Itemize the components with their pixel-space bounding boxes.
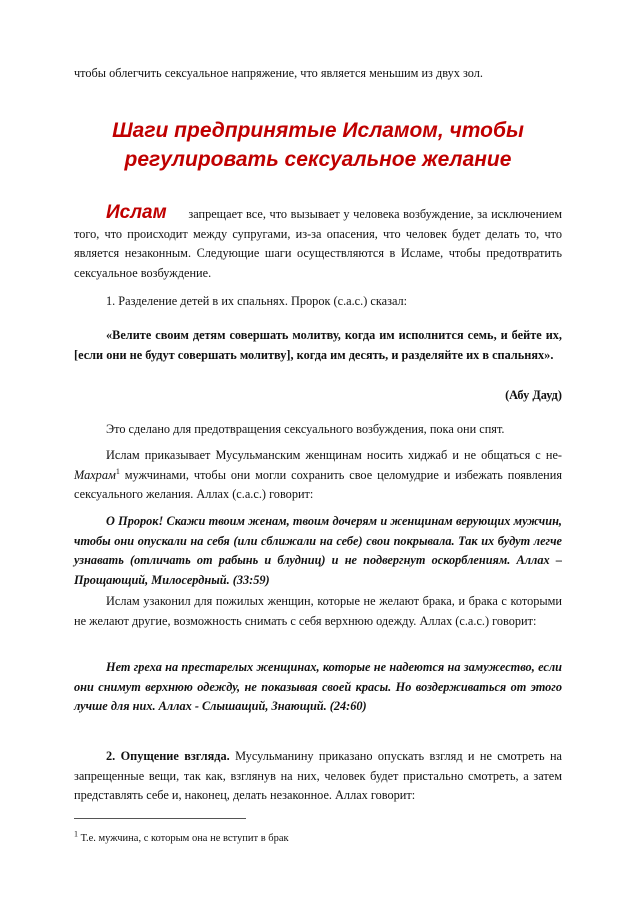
footnote bbox=[74, 829, 289, 846]
heading-line-2: регулировать сексуальное желание bbox=[124, 148, 512, 171]
step-2-paragraph: 2. Опущение взгляда. Мусульманину приказано опускать взгляд и не смотреть на запрещенные вещи, так как, взглянув на них, человек будет пристально смотреть, а затем представлять себе и, наконец, делать незаконное. Аллах говорит: bbox=[74, 749, 562, 803]
section-heading bbox=[74, 116, 562, 174]
paragraph-hijab: Ислам приказывает Мусульманским женщинам носить хиджаб и не общаться с не-Махрам$^1$ мужчинами, чтобы они могли сохранить свое целомудрие и избежать появления сексуального желания. Аллах (с.а.с.) говорит: bbox=[74, 448, 562, 502]
footnote-ref: 1 bbox=[115, 466, 120, 476]
intro-line: чтобы облегчить сексуальное напряжение, что является меньшим из двух зол. bbox=[74, 66, 483, 80]
islam-lead-word: Ислам bbox=[106, 202, 167, 223]
step-2-title: 2. Опущение взгляда. bbox=[106, 749, 230, 763]
quran-quote-33-59: О Пророк! Скажи твоим женам, твоим дочерям и женщинам верующих мужчин, чтобы они опускали на себя (или сближали на себе) свои покрывала. Так их будут легче узнавать (отличать от рабынь и блудниц) и не подвергнут оскорблениям. Аллах – Прощающий, Милосердный. (33:59) bbox=[74, 514, 562, 588]
footnote-number: 1 bbox=[74, 829, 78, 839]
heading-line-1: Шаги предпринятые Исламом, чтобы bbox=[112, 119, 524, 142]
hadith-quote: «Велите своим детям совершать молитву, когда им исполнится семь, и бейте их, [если они не будут совершать молитву], когда им десять, и разделяйте их в спальнях». bbox=[74, 328, 562, 362]
footnote-divider bbox=[74, 818, 246, 819]
paragraph-elderly-women: Ислам узаконил для пожилых женщин, которые не желают брака, и брака с которыми не желают другие, возможность снимать с себя верхнюю одежду. Аллах (с.а.с.) говорит: bbox=[74, 594, 562, 628]
quran-quote-24-60: Нет греха на престарелых женщинах, которые не надеются на замужество, если они снимут верхнюю одежду, не показывая своей красы. Но воздерживаться от этого лучше для них. Аллах - Слышащий, Знающий. (24:60) bbox=[74, 660, 562, 714]
footnote-text: Т.е. мужчина, с которым она не вступит в брак bbox=[78, 833, 289, 844]
paragraph-text: запрещает все, что вызывает у человека возбуждение, за исключением того, что происходит между супругами, из-за опасения, что человек будет делать то, что является незаконным. Следующие шаги осуществляются в Исламе, чтобы предотвратить сексуальное возбуждение. bbox=[74, 207, 562, 281]
step-1-title: 1. Разделение детей в их спальнях. Пророк (с.а.с.) сказал: bbox=[106, 294, 408, 308]
mahram-term: Махрам bbox=[74, 467, 116, 482]
paragraph-sleep: Это сделано для предотвращения сексуального возбуждения, пока они спят. bbox=[106, 422, 505, 436]
paragraph-islam-forbids bbox=[74, 203, 562, 284]
hadith-source: (Абу Дауд) bbox=[505, 388, 562, 402]
